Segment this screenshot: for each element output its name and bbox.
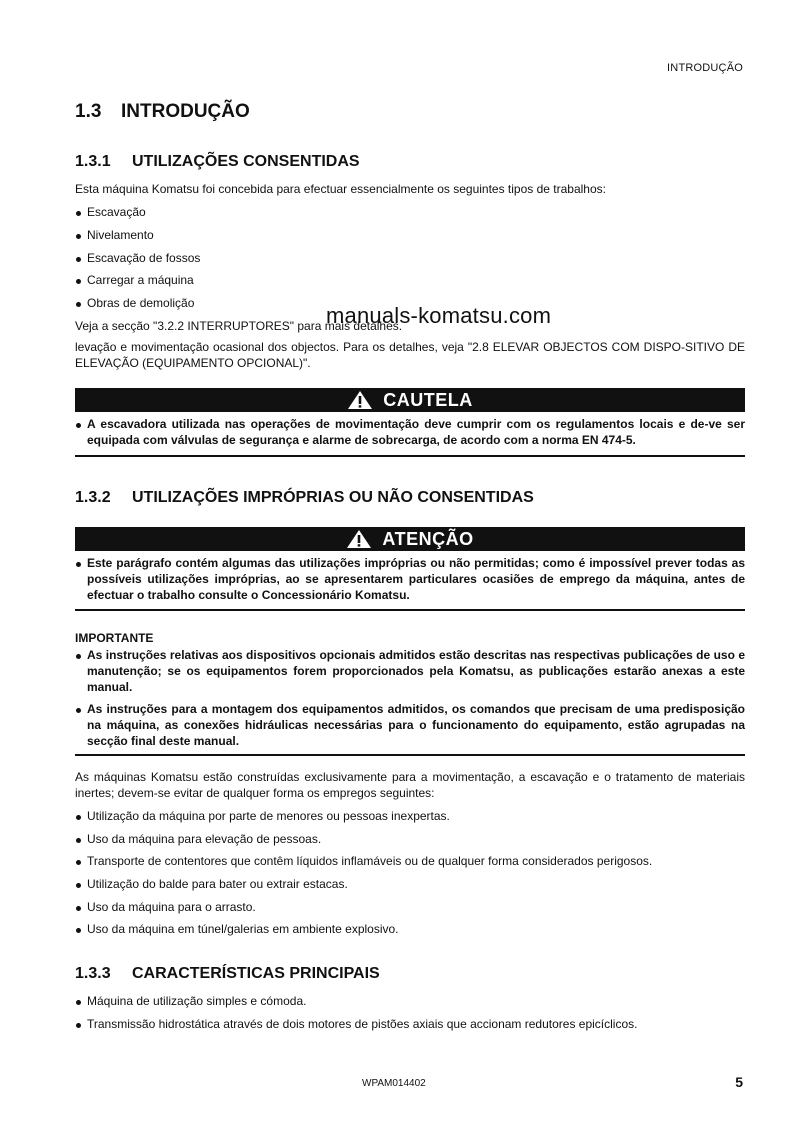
list-item: Escavação xyxy=(75,204,745,220)
running-header: INTRODUÇÃO xyxy=(667,62,743,74)
section-title-text: INTRODUÇÃO xyxy=(121,101,250,122)
list-item: Uso da máquina para elevação de pessoas. xyxy=(75,831,745,847)
list-item: Escavação de fossos xyxy=(75,250,745,266)
subsection-heading-permitted-uses xyxy=(75,153,360,171)
subsection-heading-main-features xyxy=(75,965,380,983)
caution-banner xyxy=(75,388,745,412)
permitted-uses-intro: Esta máquina Komatsu foi concebida para efectuar essencialmente os seguintes tipos de trabalhos: xyxy=(75,182,606,196)
document-code: WPAM014402 xyxy=(362,1078,426,1089)
divider xyxy=(75,609,745,611)
important-label: IMPORTANTE xyxy=(75,631,154,645)
subsection-title: UTILIZAÇÕES CONSENTIDAS xyxy=(132,153,360,170)
misuse-intro: As máquinas Komatsu estão construídas exclusivamente para a movimentação, a escavação e o tratamento de materiais inertes; devem-se evitar de qualquer forma os empregos seguintes: xyxy=(75,770,745,800)
list-item: Obras de demolição xyxy=(75,295,745,311)
subsection-number: 1.3.3 xyxy=(75,965,111,982)
lifting-note: levação e movimentação ocasional dos objectos. Para os detalhes, veja "2.8 ELEVAR OBJECTOS COM DISPO-SITIVO DE ELEVAÇÃO (EQUIPAMENTO OPCIONAL)". xyxy=(75,340,745,370)
list-item: Utilização do balde para bater ou extrair estacas. xyxy=(75,876,745,892)
important-item: As instruções para a montagem dos equipamentos admitidos, os comandos que precisam de uma predisposição na máquina, as conexões hidráulicas necessárias para o funcionamento do equipamento, estão agrupadas na secção final deste manual. xyxy=(75,701,745,749)
list-item: Transporte de contentores que contêm líquidos inflamáveis ou de qualquer forma considerados perigosos. xyxy=(75,853,745,869)
caution-label: CAUTELA xyxy=(383,389,473,410)
see-section-note: Veja a secção "3.2.2 INTERRUPTORES" para mais detalhes. xyxy=(75,319,403,333)
section-number: 1.3 xyxy=(75,101,102,122)
warning-triangle-icon xyxy=(346,529,372,549)
watermark: manuals-komatsu.com xyxy=(326,303,552,328)
list-item: Carregar a máquina xyxy=(75,272,745,288)
divider xyxy=(75,455,745,457)
divider xyxy=(75,754,745,756)
subsection-heading-improper-uses xyxy=(75,489,534,507)
section-title xyxy=(75,101,250,123)
attention-banner xyxy=(75,527,745,551)
warning-triangle-icon xyxy=(347,390,373,410)
caution-text: A escavadora utilizada nas operações de movimentação deve cumprir com os regulamentos locais e de-ve ser equipada com válvulas de segurança e alarme de sobrecarga, de acordo com a norma EN 474-5. xyxy=(75,416,745,448)
subsection-title: UTILIZAÇÕES IMPRÓPRIAS OU NÃO CONSENTIDAS xyxy=(132,489,534,506)
important-item: As instruções relativas aos dispositivos opcionais admitidos estão descritas nas respectivas publicações de uso e manutenção; se os equipamentos forem proporcionados pela Komatsu, as publicações estarão anexas a este manual. xyxy=(75,647,745,695)
list-item: Utilização da máquina por parte de menores ou pessoas inexpertas. xyxy=(75,808,745,824)
page-number: 5 xyxy=(735,1074,743,1090)
attention-label: ATENÇÃO xyxy=(382,528,474,549)
subsection-number: 1.3.1 xyxy=(75,153,111,170)
attention-text: Este parágrafo contém algumas das utilizações impróprias ou não permitidas; como é impossível prever todas as possíveis utilizações impróprias, ao se apresentarem particulares ocasiões de emprego da máquina, antes de efectuar o trabalho consulte o Concessionário Komatsu. xyxy=(75,555,745,603)
subsection-number: 1.3.2 xyxy=(75,489,111,506)
list-item: Transmissão hidrostática através de dois motores de pistões axiais que accionam redutores epicíclicos. xyxy=(75,1016,745,1032)
list-item: Uso da máquina para o arrasto. xyxy=(75,899,745,915)
list-item: Máquina de utilização simples e cómoda. xyxy=(75,993,745,1009)
list-item: Uso da máquina em túnel/galerias em ambiente explosivo. xyxy=(75,921,745,937)
subsection-title: CARACTERÍSTICAS PRINCIPAIS xyxy=(132,965,380,982)
list-item: Nivelamento xyxy=(75,227,745,243)
